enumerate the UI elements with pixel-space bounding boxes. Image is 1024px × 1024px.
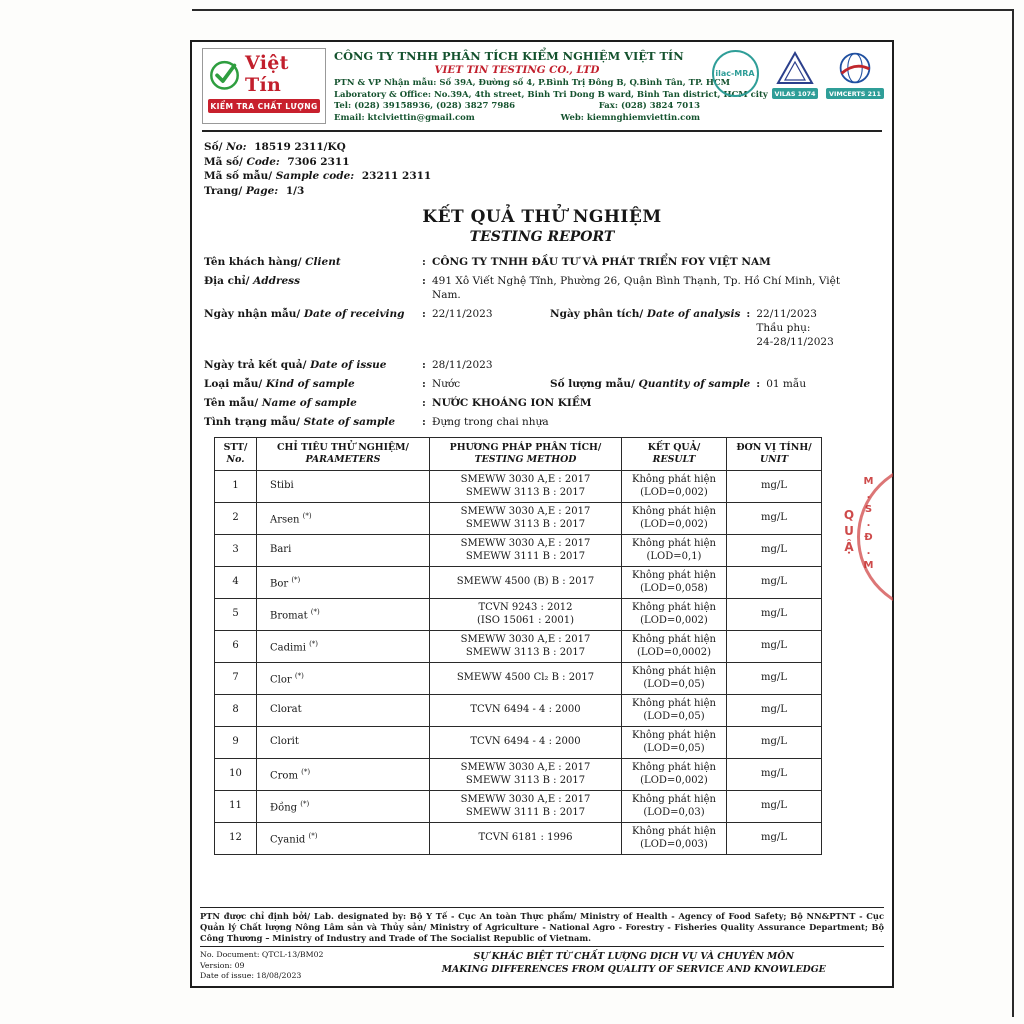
company-web: Web: kiemnghiemviettin.com (560, 112, 700, 123)
results-table (214, 437, 822, 855)
table-row (215, 727, 822, 759)
ilac-mra-icon: ilac-MRA (712, 50, 759, 97)
sample-name-value: NƯỚC KHOÁNG ION KIỀM (432, 397, 592, 409)
table-header-row (215, 438, 822, 471)
receiving-value: 22/11/2023 (432, 308, 493, 320)
vilas-triangle-icon (775, 50, 815, 86)
cell-result: Không phát hiện (LOD=0,1) (622, 535, 727, 567)
cell-parameter: Clorit (257, 727, 430, 759)
cell-parameter: Arsen (*) (257, 503, 430, 535)
quantity-label: Số lượng mẫu/ Quantity of sample (550, 378, 751, 390)
vilas-label: VILAS 1074 (772, 88, 819, 99)
cell-result: Không phát hiện (LOD=0,05) (622, 663, 727, 695)
table-row (215, 503, 822, 535)
address-row (204, 274, 882, 302)
document-meta (204, 140, 882, 198)
report-title (202, 207, 882, 245)
issue-row (204, 358, 882, 372)
logo-name: Việt Tín (245, 52, 289, 96)
receiving-label: Ngày nhận mẫu/ Date of receiving (204, 308, 405, 320)
table-row (215, 695, 822, 727)
testing-report-document (190, 40, 894, 988)
sample-name-label: Tên mẫu/ Name of sample (204, 397, 357, 409)
doc-issue-date: Date of issue: 18/08/2023 (200, 971, 302, 981)
cell-no: 8 (215, 695, 257, 727)
issue-value: 28/11/2023 (432, 359, 493, 371)
slogan-en: MAKING DIFFERENCES FROM QUALITY OF SERVICE AND KNOWLEDGE (441, 964, 826, 976)
cell-result: Không phát hiện (LOD=0,002) (622, 599, 727, 631)
cell-unit: mg/L (727, 823, 822, 855)
subcontract-dates: 24-28/11/2023 (756, 336, 834, 348)
cell-unit: mg/L (727, 663, 822, 695)
doc-code-value: 7306 2311 (287, 155, 350, 168)
col-header-method: PHƯƠNG PHÁP PHÂN TÍCH/ TESTING METHOD (430, 438, 622, 471)
vimcerts-badge (828, 50, 882, 99)
cell-result: Không phát hiện (LOD=0,05) (622, 727, 727, 759)
kind-value: Nước (432, 378, 461, 390)
cell-method: SMEWW 3030 A,E : 2017 SMEWW 3111 B : 2017 (430, 535, 622, 567)
company-name: CÔNG TY TNHH PHÂN TÍCH KIỂM NGHIỆM VIỆT TÍN (334, 49, 684, 63)
table-row (215, 791, 822, 823)
report-title-en: TESTING REPORT (469, 229, 615, 245)
sample-code-line (204, 169, 882, 184)
dates-row (204, 307, 882, 349)
cell-method: TCVN 6181 : 1996 (430, 823, 622, 855)
cell-no: 12 (215, 823, 257, 855)
company-tel: Tel: (028) 39158936, (028) 3827 7986 (334, 101, 516, 111)
table-row (215, 599, 822, 631)
address-value: 491 Xô Viết Nghệ Tĩnh, Phường 26, Quận Bình Thạnh, Tp. Hồ Chí Minh, Việt Nam. (432, 275, 841, 301)
cell-unit: mg/L (727, 631, 822, 663)
company-address-vn: PTN & VP Nhận mẫu: Số 39A, Đường số 4, P.Bình Trị Đông B, Q.Bình Tân, TP. HCM (334, 78, 731, 88)
col-header-unit: ĐƠN VỊ TÍNH/ UNIT (727, 438, 822, 471)
cell-parameter: Clorat (257, 695, 430, 727)
page-value: 1/3 (285, 184, 305, 197)
red-stamp (839, 450, 893, 615)
table-row (215, 567, 822, 599)
col-header-no: STT/ No. (215, 438, 257, 471)
accreditation-badges (708, 48, 882, 99)
cell-no: 7 (215, 663, 257, 695)
report-title-vn: KẾT QUẢ THỬ NGHIỆM (422, 207, 662, 227)
company-name-en: VIET TIN TESTING CO., LTD (434, 64, 600, 76)
cell-method: TCVN 6494 - 4 : 2000 (430, 727, 622, 759)
doc-number-value: 18519 2311/KQ (254, 141, 346, 153)
sample-info-section (204, 255, 882, 429)
cell-no: 2 (215, 503, 257, 535)
cell-parameter: Stibi (257, 471, 430, 503)
cell-result: Không phát hiện (LOD=0,058) (622, 567, 727, 599)
sample-code-value: 23211 2311 (361, 170, 432, 182)
cell-method: SMEWW 3030 A,E : 2017 SMEWW 3113 B : 2017 (430, 503, 622, 535)
cell-no: 4 (215, 567, 257, 599)
doc-version: Version: 09 (200, 960, 245, 970)
cell-unit: mg/L (727, 695, 822, 727)
sample-state-value: Đựng trong chai nhựa (432, 416, 549, 428)
address-label: Địa chỉ/ Address (204, 275, 301, 287)
sample-name-row (204, 396, 882, 410)
client-value: CÔNG TY TNHH ĐẦU TƯ VÀ PHÁT TRIỂN FOY VIỆT NAM (432, 256, 771, 268)
cell-no: 10 (215, 759, 257, 791)
quantity-value: 01 mẫu (766, 378, 807, 390)
table-row (215, 663, 822, 695)
viet-tin-logo (202, 48, 326, 124)
cell-unit: mg/L (727, 471, 822, 503)
cell-result: Không phát hiện (LOD=0,03) (622, 791, 727, 823)
cell-no: 3 (215, 535, 257, 567)
page-line (204, 184, 882, 199)
table-row (215, 535, 822, 567)
col-header-result: KẾT QUẢ/ RESULT (622, 438, 727, 471)
cell-parameter: Bromat (*) (257, 599, 430, 631)
cell-unit: mg/L (727, 535, 822, 567)
doc-number-line (204, 140, 882, 155)
logo-tagline: KIỂM TRA CHẤT LƯỢNG (208, 99, 320, 113)
cell-unit: mg/L (727, 599, 822, 631)
sample-state-row (204, 415, 882, 429)
results-table-body (215, 471, 822, 855)
cell-unit: mg/L (727, 567, 822, 599)
cell-method: SMEWW 3030 A,E : 2017 SMEWW 3113 B : 2017 (430, 759, 622, 791)
scan-edge-right (1012, 9, 1014, 1017)
cell-result: Không phát hiện (LOD=0,05) (622, 695, 727, 727)
vimcerts-globe-icon (837, 50, 873, 86)
kind-row (204, 377, 882, 391)
analysis-label: Ngày phân tích/ Date of analysis (550, 308, 741, 320)
checkmark-icon (208, 58, 241, 91)
cell-unit: mg/L (727, 759, 822, 791)
doc-code-label: Mã số/ Code: (204, 155, 280, 168)
company-address-en: Laboratory & Office: No.39A, 4th street, Binh Tri Dong B ward, Binh Tan district, HCM city (334, 89, 768, 100)
sample-state-label: Tình trạng mẫu/ State of sample (204, 416, 396, 428)
analysis-value: 22/11/2023 Thầu phụ: 24-28/11/2023 (756, 308, 834, 348)
footer-divider (200, 907, 884, 908)
letterhead (202, 48, 882, 132)
cell-result: Không phát hiện (LOD=0,002) (622, 759, 727, 791)
cell-result: Không phát hiện (LOD=0,003) (622, 823, 727, 855)
cell-method: SMEWW 3030 A,E : 2017 SMEWW 3113 B : 2017 (430, 471, 622, 503)
document-control-ids (200, 950, 324, 982)
sample-code-label: Mã số mẫu/ Sample code: (204, 170, 355, 182)
scan-edge-top (192, 9, 1012, 11)
cell-parameter: Clor (*) (257, 663, 430, 695)
company-email: Email: ktclviettin@gmail.com (334, 112, 475, 123)
cell-result: Không phát hiện (LOD=0,0002) (622, 631, 727, 663)
slogan-vn: SỰ KHÁC BIỆT TỪ CHẤT LƯỢNG DỊCH VỤ VÀ CHUYÊN MÔN (473, 951, 794, 963)
cell-no: 9 (215, 727, 257, 759)
ilac-mra-badge (708, 50, 762, 97)
cell-method: SMEWW 3030 A,E : 2017 SMEWW 3113 B : 2017 (430, 631, 622, 663)
page-label: Trang/ Page: (204, 184, 279, 197)
cell-result: Không phát hiện (LOD=0,002) (622, 503, 727, 535)
table-row (215, 759, 822, 791)
cell-parameter: Bor (*) (257, 567, 430, 599)
cell-method: SMEWW 4500 Cl₂ B : 2017 (430, 663, 622, 695)
cell-method: SMEWW 4500 (B) B : 2017 (430, 567, 622, 599)
lab-designation-text: PTN được chỉ định bởi/ Lab. designated by: Bộ Y Tế - Cục An toàn Thực phẩm/ Ministry of Health - Agency of Food Safety; Bộ NN&PTNT - Cục Quản lý Chất lượng Nông Lâm sản và Thủy sản/ Ministry of Agriculture - National Agro - Forestry - Fisheries Quality Assurance Department; Bộ Công Thương – Ministry of Industry and Trade of The Socialist Republic of Vietnam. (200, 911, 884, 943)
cell-parameter: Crom (*) (257, 759, 430, 791)
company-fax: Fax: (028) 3824 7013 (598, 101, 700, 111)
vilas-badge (768, 50, 822, 99)
cell-no: 1 (215, 471, 257, 503)
kind-label: Loại mẫu/ Kind of sample (204, 378, 355, 390)
client-row (204, 255, 882, 269)
vimcerts-label: VIMCERTS 211 (826, 88, 884, 99)
doc-control-number: No. Document: QTCL-13/BM02 (200, 950, 324, 960)
cell-method: TCVN 6494 - 4 : 2000 (430, 695, 622, 727)
red-stamp-text-partial: QUẬ (842, 508, 856, 556)
table-row (215, 631, 822, 663)
cell-unit: mg/L (727, 791, 822, 823)
cell-result: Không phát hiện (LOD=0,002) (622, 471, 727, 503)
company-slogan (384, 950, 885, 976)
doc-code-line (204, 155, 882, 170)
cell-method: TCVN 9243 : 2012 (ISO 15061 : 2001) (430, 599, 622, 631)
document-footer (200, 907, 884, 982)
col-header-parameters: CHỈ TIÊU THỬ NGHIỆM/ PARAMETERS (257, 438, 430, 471)
cell-unit: mg/L (727, 503, 822, 535)
doc-number-label: Số/ No: (204, 141, 247, 153)
issue-label: Ngày trả kết quả/ Date of issue (204, 359, 387, 371)
subcontract-label: Thầu phụ: (756, 322, 811, 334)
cell-parameter: Đồng (*) (257, 791, 430, 823)
cell-unit: mg/L (727, 727, 822, 759)
cell-parameter: Cadimi (*) (257, 631, 430, 663)
cell-parameter: Cyanid (*) (257, 823, 430, 855)
cell-no: 6 (215, 631, 257, 663)
cell-parameter: Bari (257, 535, 430, 567)
footer-divider (200, 946, 884, 947)
table-row (215, 823, 822, 855)
client-label: Tên khách hàng/ Client (204, 256, 341, 268)
cell-method: SMEWW 3030 A,E : 2017 SMEWW 3111 B : 2017 (430, 791, 622, 823)
cell-no: 11 (215, 791, 257, 823)
cell-no: 5 (215, 599, 257, 631)
red-stamp-text: M.S.Đ.M (863, 476, 874, 574)
table-row (215, 471, 822, 503)
